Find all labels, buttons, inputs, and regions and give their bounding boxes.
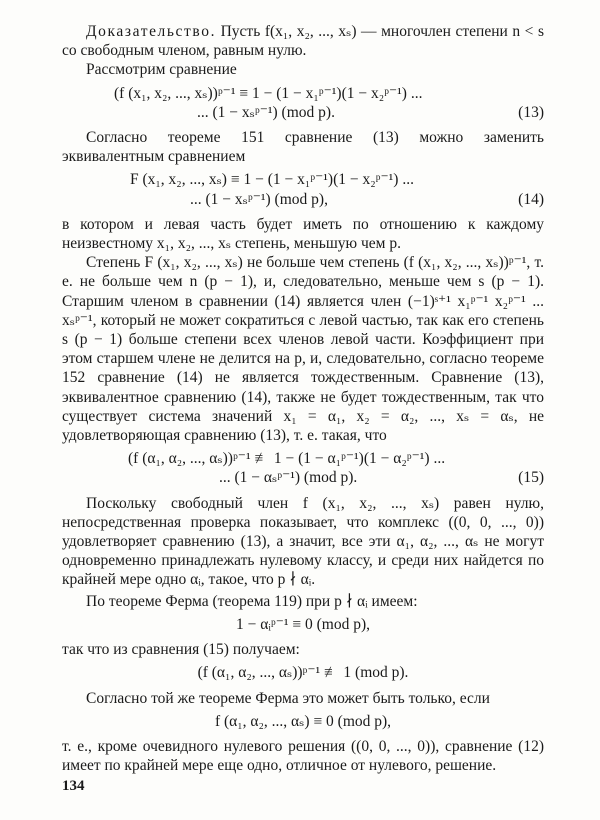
proof-heading: Доказательство. <box>86 23 217 40</box>
equation-15-line-2: ... (1 − αₛᵖ⁻¹) (mod p). <box>219 469 358 487</box>
final-equation-line: f (α₁, α₂, ..., αₛ) ≡ 0 (mod p), <box>214 712 392 730</box>
equation-13-line-1: (f (x₁, x₂, ..., xₛ))ᵖ⁻¹ ≡ 1 − (1 − x₁ᵖ⁻¹)(1 − x₂ᵖ⁻¹) ... <box>114 84 423 102</box>
theorem-151-paragraph: Согласно теореме 151 сравнение (13) можно заменить эквивалентным сравнением <box>62 129 544 166</box>
equation-15-number: (15) <box>518 469 544 487</box>
consider-paragraph: Рассмотрим сравнение <box>86 61 237 79</box>
equation-15-line-1: (f (α₁, α₂, ..., αₛ))ᵖ⁻¹ ≢ 1 − (1 − α₁ᵖ⁻¹)(1 − α₂ᵖ⁻¹) ... <box>128 450 446 468</box>
only-if-paragraph: Согласно той же теореме Ферма это может быть только, если <box>86 689 490 707</box>
equation-13 <box>62 84 544 122</box>
equation-14-line-1: F (x₁, x₂, ..., xₛ) ≡ 1 − (1 − x₁ᵖ⁻¹)(1 − x₂ᵖ⁻¹) ... <box>130 171 414 189</box>
equation-14 <box>62 170 544 208</box>
equation-13-line-2: ... (1 − xₛᵖ⁻¹) (mod p). <box>197 103 335 121</box>
fermat-equation <box>62 615 544 634</box>
fermat-paragraph: По теореме Ферма (теорема 119) при p ∤ αᵢ имеем: <box>86 592 418 610</box>
leading-term-paragraph: Степень F (x₁, x₂, ..., xₛ) не больше чем степень (f (x₁, x₂, ..., xₛ))ᵖ⁻¹, т. е. не больше чем n (p − 1), и, следовательно, меньше чем s (p − 1). Старшим членом в сравнении (14) является член (−1)ˢ⁺¹ x₁ᵖ⁻¹ x₂ᵖ⁻¹ ... xₛᵖ⁻¹, который не может сократиться с левой частью, так как его степень s (p − 1) больше степени всех членов левой части. Коэффициент при этом старшем члене не делится на p, и, следовательно, согласно теореме 152 сравнение (14) не является тождественным. Сравнение (13), эквивалентное сравнению (14), также не будет тождественным, так что существует система значений x₁ = α₁, x₂ = α₂, ..., xₛ = αₛ, не удовлетворяющая сравнению (13), т. е. такая, что <box>62 254 544 445</box>
page-body <box>62 22 544 775</box>
equation-14-number: (14) <box>518 190 544 208</box>
conclusion-paragraph: т. е., кроме очевидного нулевого решения ((0, 0, ..., 0)), сравнение (12) имеет по крайней мере еще одно, отличное от нулевого, решение. <box>62 737 544 775</box>
page-number: 134 <box>62 778 85 794</box>
proof-intro-text: Пусть f(x₁, x₂, ..., xₛ) — многочлен степени n < s со свободным членом, равным нулю. <box>62 23 544 60</box>
proof-paragraph <box>62 22 544 60</box>
free-term-paragraph: Поскольку свободный член f (x₁, x₂, ..., xₛ) равен нулю, непосредственная проверка показывает, что комплекс ((0, 0, ..., 0)) удовлетворяет сравнению (13), а значит, все эти α₁, α₂, ..., αₛ не могут одновременно принадлежать нулевому классу, и среди них найдется по крайней мере одно αᵢ, такое, что p ∤ αᵢ. <box>62 494 544 589</box>
equation-13-number: (13) <box>518 103 544 121</box>
obtain-paragraph: так что из сравнения (15) получаем: <box>62 641 300 659</box>
degree-paragraph: в котором и левая часть будет иметь по отношению к каждому неизвестному x₁, x₂, ..., xₛ степень, меньшую чем p. <box>62 215 544 253</box>
result-equation <box>62 663 544 682</box>
final-equation <box>62 712 544 731</box>
result-equation-line: (f (α₁, α₂, ..., αₛ))ᵖ⁻¹ ≢ 1 (mod p). <box>197 664 409 682</box>
fermat-equation-line: 1 − αᵢᵖ⁻¹ ≡ 0 (mod p), <box>235 615 371 633</box>
equation-15 <box>62 449 544 487</box>
equation-14-line-2: ... (1 − xₛᵖ⁻¹) (mod p), <box>190 190 328 208</box>
